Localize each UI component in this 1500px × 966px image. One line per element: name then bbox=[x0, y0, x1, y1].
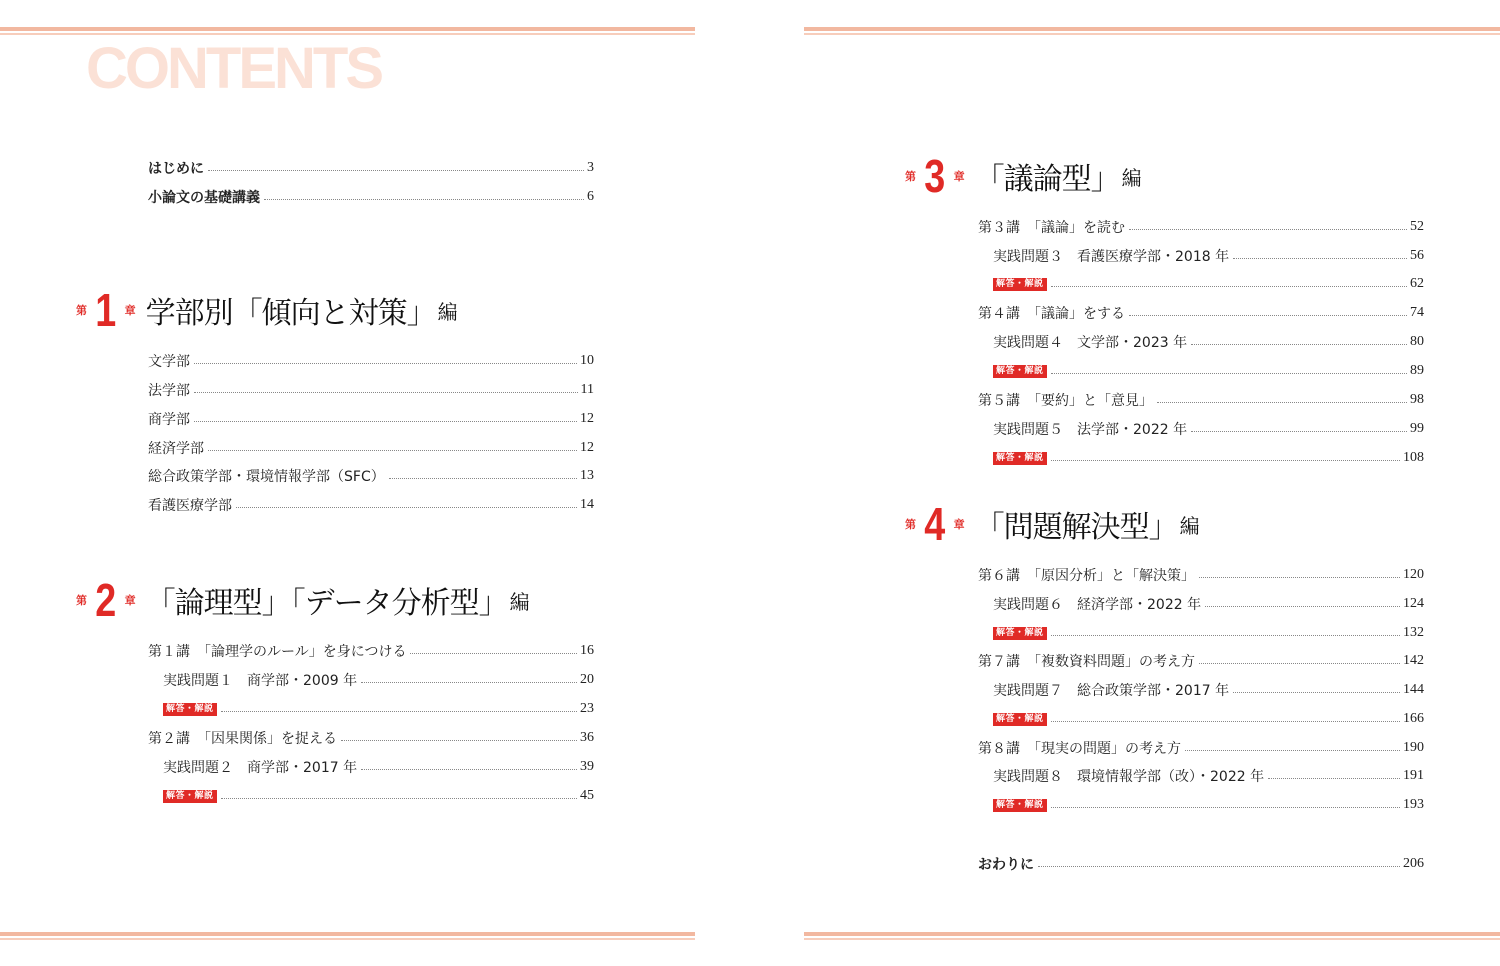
toc-entry[interactable] bbox=[148, 408, 594, 430]
toc-entry-label: 法学部 bbox=[148, 383, 190, 399]
toc-entry-label: 実践問題２ 商学部・2017 年 bbox=[163, 760, 358, 776]
toc-page-number: 52 bbox=[1410, 219, 1424, 234]
toc-page-number: 12 bbox=[580, 411, 594, 426]
toc-page-number: 13 bbox=[580, 468, 594, 483]
dot-leader bbox=[1129, 315, 1407, 316]
toc-page-number: 99 bbox=[1410, 421, 1424, 436]
toc-page-number: 98 bbox=[1410, 392, 1424, 407]
toc-page-number: 108 bbox=[1403, 450, 1424, 465]
toc-entry[interactable] bbox=[148, 465, 594, 487]
toc-entry-label: 実践問題６ 経済学部・2022 年 bbox=[993, 597, 1202, 613]
toc-entry[interactable] bbox=[993, 360, 1424, 382]
toc-page-number: 190 bbox=[1403, 740, 1424, 755]
dot-leader bbox=[1051, 373, 1407, 374]
chapter-prefix: 第 bbox=[76, 594, 87, 607]
chapter-prefix: 第 bbox=[76, 304, 87, 317]
toc-page-number: 3 bbox=[587, 160, 594, 175]
toc-page-number: 14 bbox=[580, 497, 594, 512]
chapter-suffix-char: 章 bbox=[124, 304, 136, 317]
chapter-title: 「論理型」「データ分析型」 bbox=[145, 586, 508, 621]
toc-page-number: 132 bbox=[1403, 625, 1424, 640]
toc-page-number: 6 bbox=[587, 189, 594, 204]
answer-explanation-badge: 解答・解説 bbox=[993, 365, 1047, 378]
contents-title: CONTENTS bbox=[86, 36, 381, 101]
toc-page-number: 80 bbox=[1410, 334, 1424, 349]
toc-entry[interactable] bbox=[978, 650, 1424, 672]
toc-entry[interactable] bbox=[978, 564, 1424, 586]
toc-entry-label: おわりに bbox=[978, 857, 1034, 873]
answer-explanation-badge: 解答・解説 bbox=[163, 790, 217, 803]
toc-page-number: 193 bbox=[1403, 797, 1424, 812]
toc-entry-label: 実践問題３ 看護医療学部・2018 年 bbox=[993, 249, 1230, 265]
answer-explanation-badge: 解答・解説 bbox=[163, 703, 217, 716]
chapter-suffix-char: 章 bbox=[953, 518, 965, 531]
chapter-2-heading bbox=[76, 575, 530, 625]
answer-explanation-badge: 解答・解説 bbox=[993, 452, 1047, 465]
dot-leader bbox=[1233, 258, 1407, 259]
toc-entry[interactable] bbox=[978, 737, 1424, 759]
toc-page-number: 120 bbox=[1403, 567, 1424, 582]
chapter-3-heading bbox=[905, 151, 1142, 201]
dot-leader bbox=[194, 363, 577, 364]
dot-leader bbox=[1051, 460, 1400, 461]
dot-leader bbox=[1038, 866, 1400, 867]
dot-leader bbox=[1157, 402, 1407, 403]
toc-entry[interactable] bbox=[993, 331, 1424, 353]
chapter-title: 「問題解決型」 bbox=[974, 510, 1178, 545]
bottom-rule bbox=[0, 932, 695, 941]
toc-entry[interactable] bbox=[993, 593, 1424, 615]
answer-explanation-badge: 解答・解説 bbox=[993, 713, 1047, 726]
dot-leader bbox=[1268, 778, 1400, 779]
toc-entry[interactable] bbox=[978, 389, 1424, 411]
toc-page-number: 11 bbox=[580, 382, 594, 397]
right-page bbox=[750, 0, 1500, 966]
toc-entry[interactable] bbox=[163, 785, 594, 807]
toc-entry[interactable] bbox=[148, 379, 594, 401]
dot-leader bbox=[236, 507, 577, 508]
toc-entry-label: 実践問題５ 法学部・2022 年 bbox=[993, 422, 1188, 438]
toc-entry-label: 第８講 「現実の問題」の考え方 bbox=[978, 741, 1181, 757]
chapter-suffix-char: 章 bbox=[953, 170, 965, 183]
toc-entry-label: 経済学部 bbox=[148, 441, 204, 457]
dot-leader bbox=[361, 769, 577, 770]
toc-page-number: 36 bbox=[580, 730, 594, 745]
dot-leader bbox=[1051, 807, 1400, 808]
toc-entry-label: 実践問題８ 環境情報学部（改）・2022 年 bbox=[993, 769, 1265, 785]
toc-entry[interactable] bbox=[978, 216, 1424, 238]
toc-entry[interactable] bbox=[148, 437, 594, 459]
toc-entry[interactable] bbox=[148, 350, 594, 372]
chapter-title-suffix: 編 bbox=[437, 299, 458, 324]
chapter-number: 1 bbox=[95, 284, 117, 336]
toc-entry-label: 第７講 「複数資料問題」の考え方 bbox=[978, 654, 1195, 670]
toc-page-number: 206 bbox=[1403, 856, 1424, 871]
toc-page-number: 89 bbox=[1410, 363, 1424, 378]
bottom-rule bbox=[804, 932, 1500, 941]
dot-leader bbox=[1199, 663, 1400, 664]
toc-entry-label: 第１講 「論理学のルール」を身につける bbox=[148, 644, 407, 660]
chapter-1-heading bbox=[76, 285, 458, 335]
chapter-number: 2 bbox=[95, 574, 117, 626]
dot-leader bbox=[1051, 286, 1407, 287]
toc-entry[interactable] bbox=[993, 447, 1424, 469]
dot-leader bbox=[1233, 692, 1400, 693]
chapter-title-suffix: 編 bbox=[1121, 165, 1142, 190]
toc-page-number: 20 bbox=[580, 672, 594, 687]
toc-page-number: 56 bbox=[1410, 248, 1424, 263]
toc-entry[interactable] bbox=[993, 273, 1424, 295]
toc-page-number: 23 bbox=[580, 701, 594, 716]
chapter-number: 4 bbox=[924, 498, 946, 550]
toc-page-number: 12 bbox=[580, 440, 594, 455]
toc-entry-label: 小論文の基礎講義 bbox=[148, 190, 260, 206]
dot-leader bbox=[1199, 577, 1400, 578]
toc-entry[interactable] bbox=[148, 640, 594, 662]
dot-leader bbox=[208, 450, 577, 451]
dot-leader bbox=[1191, 431, 1407, 432]
toc-page-number: 45 bbox=[580, 788, 594, 803]
dot-leader bbox=[1185, 750, 1400, 751]
toc-page-number: 142 bbox=[1403, 653, 1424, 668]
toc-entry-label: 実践問題４ 文学部・2023 年 bbox=[993, 335, 1188, 351]
chapter-4-heading bbox=[905, 499, 1200, 549]
toc-entry[interactable] bbox=[993, 765, 1424, 787]
toc-page-number: 191 bbox=[1403, 768, 1424, 783]
toc-entry[interactable] bbox=[163, 756, 594, 778]
toc-entry[interactable] bbox=[993, 622, 1424, 644]
toc-entry-label: 第５講 「要約」と「意見」 bbox=[978, 393, 1153, 409]
toc-page-number: 39 bbox=[580, 759, 594, 774]
dot-leader bbox=[341, 740, 577, 741]
toc-entry-label: 総合政策学部・環境情報学部（SFC） bbox=[148, 469, 385, 485]
dot-leader bbox=[1191, 344, 1407, 345]
dot-leader bbox=[410, 653, 577, 654]
dot-leader bbox=[221, 798, 577, 799]
chapter-title: 「議論型」 bbox=[974, 162, 1120, 197]
toc-entry[interactable] bbox=[978, 853, 1424, 875]
chapter-title: 学部別「傾向と対策」 bbox=[145, 296, 436, 331]
dot-leader bbox=[361, 682, 577, 683]
chapter-title-suffix: 編 bbox=[509, 589, 530, 614]
dot-leader bbox=[1205, 606, 1400, 607]
dot-leader bbox=[1129, 229, 1407, 230]
dot-leader bbox=[208, 170, 584, 171]
toc-entry-label: 文学部 bbox=[148, 354, 190, 370]
toc-entry[interactable] bbox=[993, 679, 1424, 701]
toc-page-number: 62 bbox=[1410, 276, 1424, 291]
toc-entry-label: 第２講 「因果関係」を捉える bbox=[148, 731, 337, 747]
answer-explanation-badge: 解答・解説 bbox=[993, 278, 1047, 291]
answer-explanation-badge: 解答・解説 bbox=[993, 627, 1047, 640]
dot-leader bbox=[389, 478, 577, 479]
chapter-title-suffix: 編 bbox=[1179, 513, 1200, 538]
dot-leader bbox=[1051, 635, 1400, 636]
toc-entry[interactable] bbox=[148, 157, 594, 179]
toc-entry[interactable] bbox=[993, 418, 1424, 440]
chapter-prefix: 第 bbox=[905, 170, 916, 183]
toc-entry[interactable] bbox=[993, 794, 1424, 816]
toc-entry-label: 看護医療学部 bbox=[148, 498, 232, 514]
toc-page-number: 10 bbox=[580, 353, 594, 368]
chapter-suffix-char: 章 bbox=[124, 594, 136, 607]
toc-entry[interactable] bbox=[993, 708, 1424, 730]
top-rule bbox=[0, 27, 695, 36]
dot-leader bbox=[194, 421, 577, 422]
dot-leader bbox=[1051, 721, 1400, 722]
toc-entry[interactable] bbox=[993, 245, 1424, 267]
toc-page-number: 166 bbox=[1403, 711, 1424, 726]
toc-entry-label: 実践問題１ 商学部・2009 年 bbox=[163, 673, 358, 689]
chapter-prefix: 第 bbox=[905, 518, 916, 531]
toc-entry-label: はじめに bbox=[148, 161, 204, 177]
top-rule bbox=[804, 27, 1500, 36]
toc-entry[interactable] bbox=[148, 494, 594, 516]
toc-page-number: 124 bbox=[1403, 596, 1424, 611]
toc-page-number: 16 bbox=[580, 643, 594, 658]
toc-entry-label: 実践問題７ 総合政策学部・2017 年 bbox=[993, 683, 1230, 699]
answer-explanation-badge: 解答・解説 bbox=[993, 799, 1047, 812]
toc-entry-label: 第３講 「議論」を読む bbox=[978, 220, 1125, 236]
dot-leader bbox=[194, 392, 578, 393]
toc-entry[interactable] bbox=[163, 698, 594, 720]
toc-entry[interactable] bbox=[978, 302, 1424, 324]
toc-entry-label: 商学部 bbox=[148, 412, 190, 428]
toc-entry-label: 第６講 「原因分析」と「解決策」 bbox=[978, 568, 1195, 584]
toc-page-number: 144 bbox=[1403, 682, 1424, 697]
toc-page-number: 74 bbox=[1410, 305, 1424, 320]
dot-leader bbox=[221, 711, 577, 712]
toc-entry[interactable] bbox=[148, 727, 594, 749]
toc-entry-label: 第４講 「議論」をする bbox=[978, 306, 1125, 322]
toc-entry[interactable] bbox=[148, 186, 594, 208]
chapter-number: 3 bbox=[924, 150, 946, 202]
dot-leader bbox=[264, 199, 584, 200]
toc-entry[interactable] bbox=[163, 669, 594, 691]
